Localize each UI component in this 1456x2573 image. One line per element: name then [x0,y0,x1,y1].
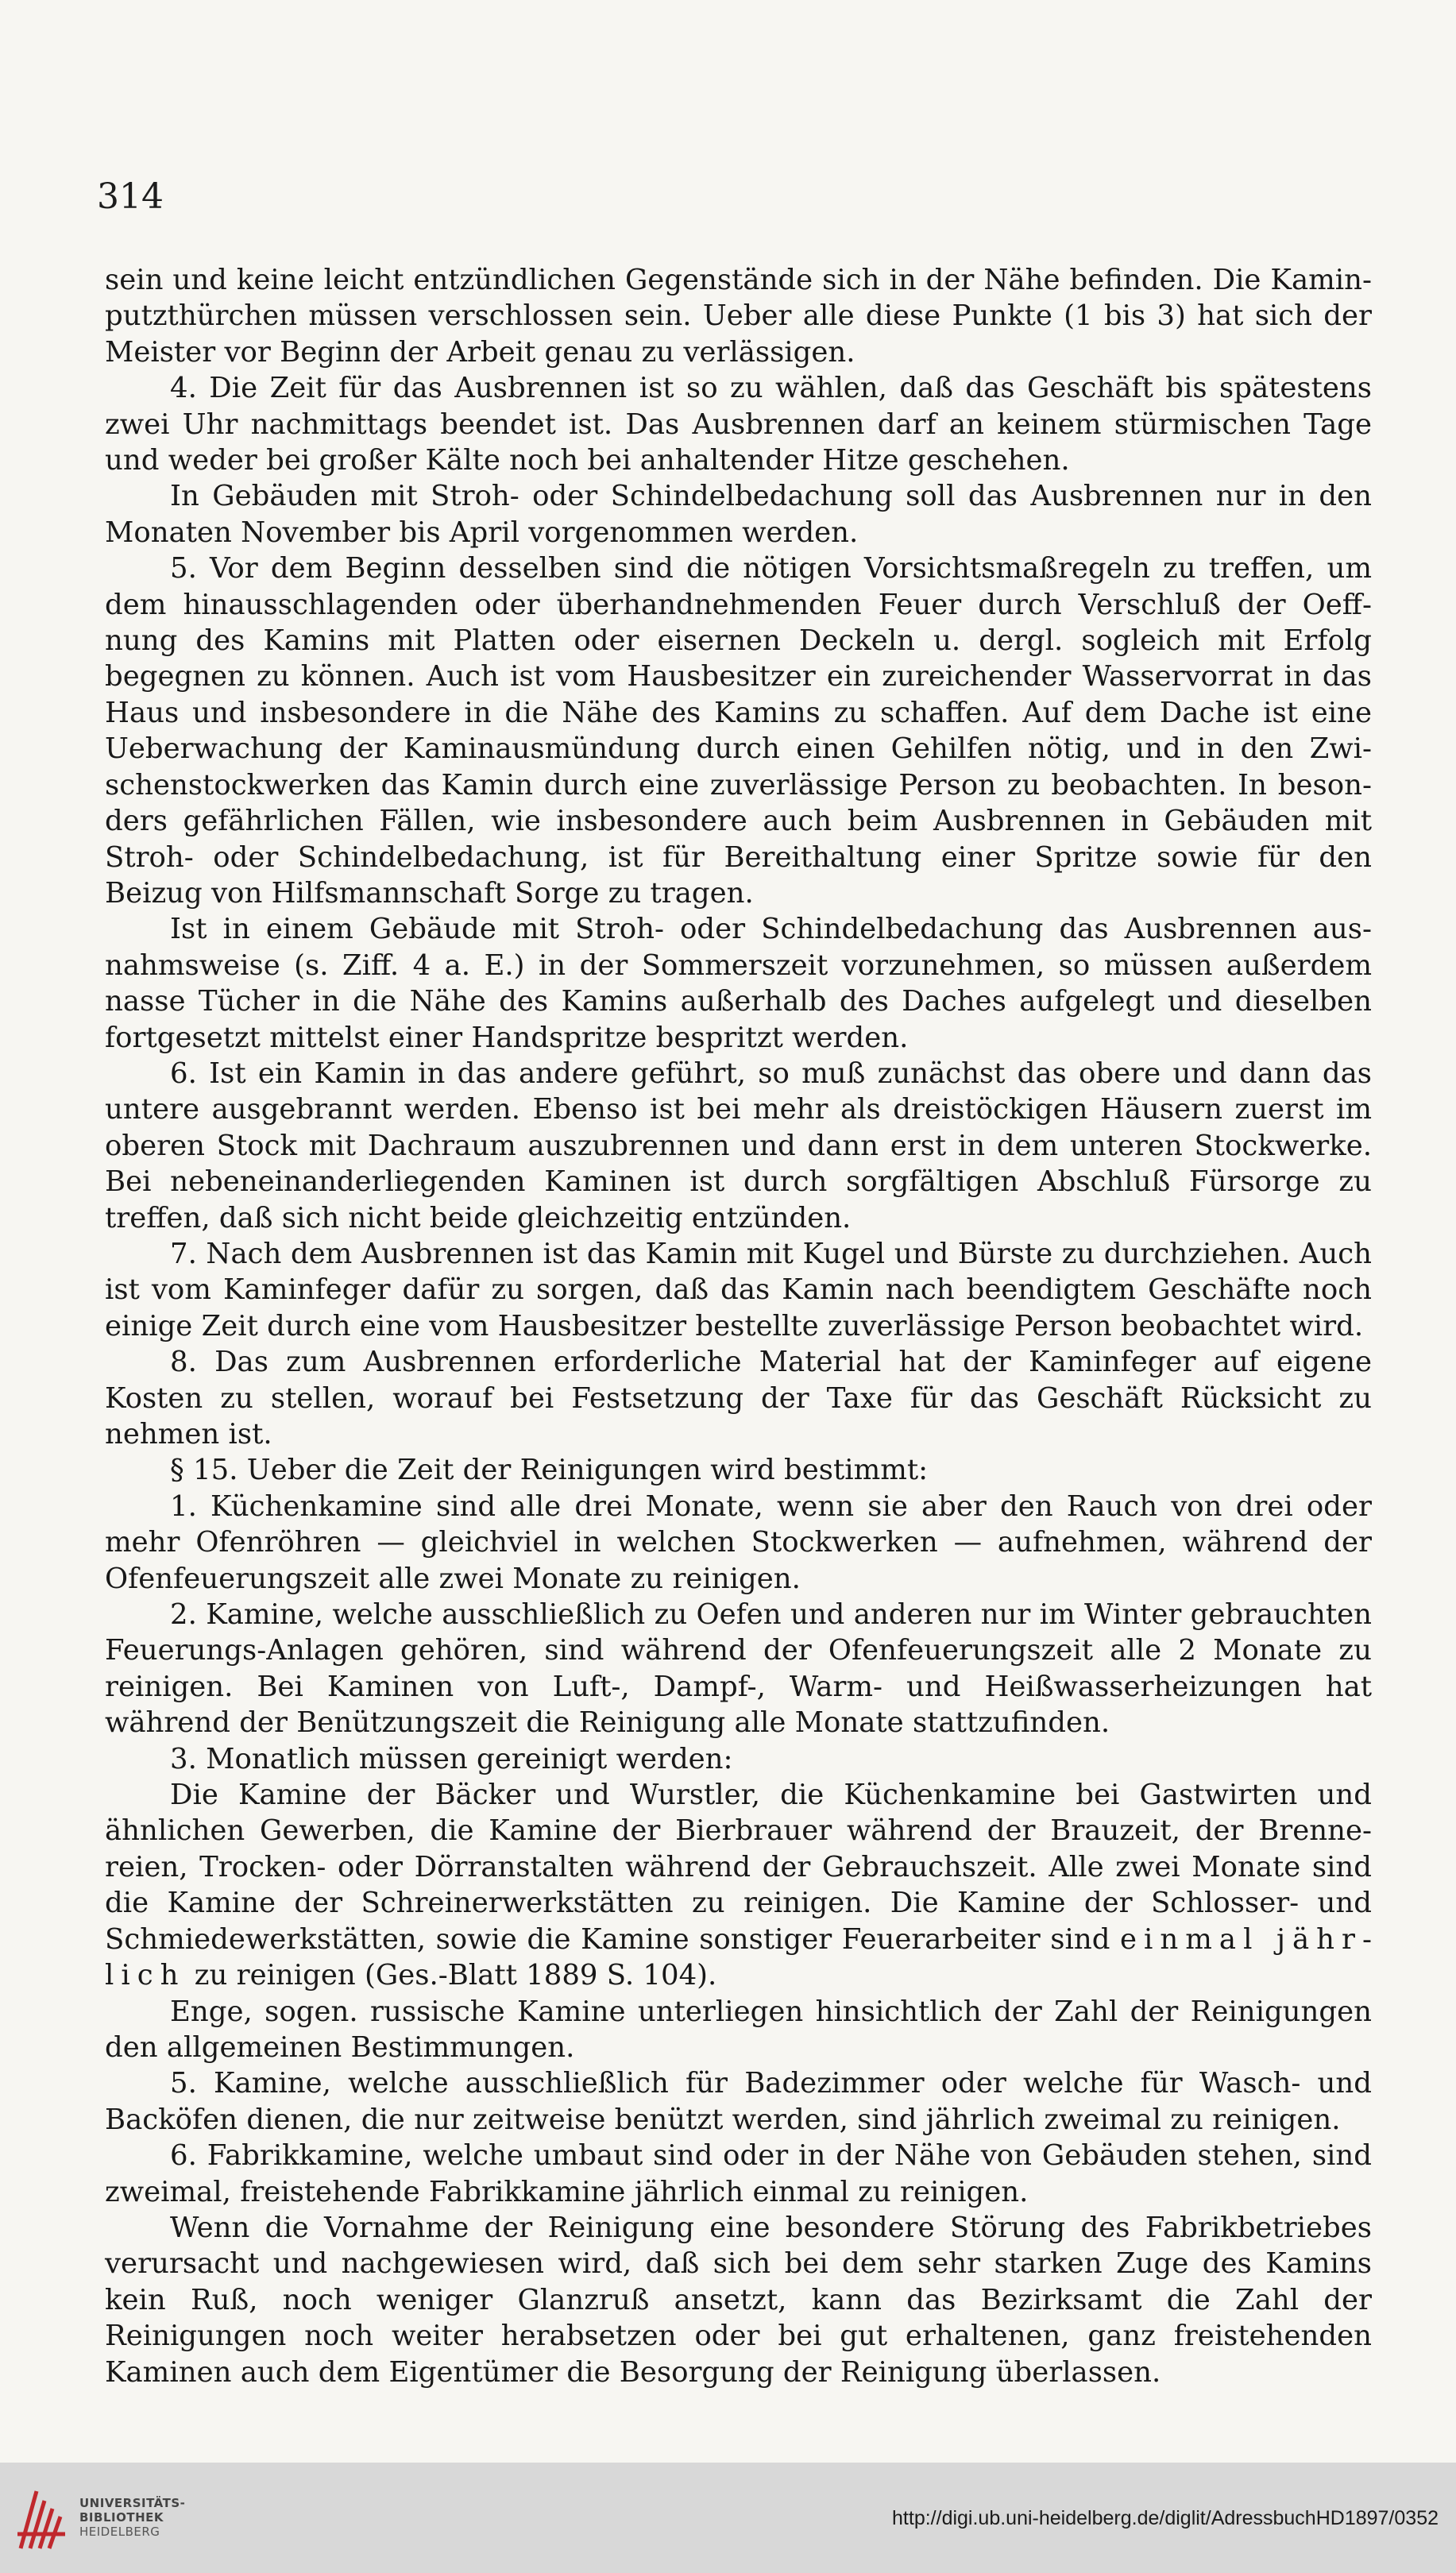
paragraph: 2. Kamine, welche ausschließlich zu Oefen und anderen nur im Winter gebrauchten Feuerungs-Anlagen gehören, sind während der Ofenfeuerungszeit alle 2 Monate zu reinigen. Bei Kaminen von Luft-, Dampf-, Warm- und Heißwasserheizungen hat während der Benützungszeit die Reinigung alle Monate stattzufinden. [105,1598,1372,1740]
paragraph: 6. Fabrikkamine, welche umbaut sind oder in der Nähe von Gebäuden stehen, sind zweimal, freistehende Fabrikkamine jährlich einmal zu reinigen. [105,2139,1372,2208]
source-url-link[interactable]: http://digi.ub.uni-heidelberg.de/diglit/AdressbuchHD1897/0352 [892,2507,1439,2529]
library-line: HEIDELBERG [79,2525,160,2539]
paragraph: 7. Nach dem Ausbrennen ist das Kamin mit Kugel und Bürste zu durchziehen. Auch ist vom Kaminfeger dafür zu sorgen, daß das Kamin nach beendigtem Geschäfte noch einige Zeit durch eine vom Hausbesitzer bestellte zuverlässige Person beobachtet wird. [105,1237,1372,1343]
paragraph: 8. Das zum Ausbrennen erforderliche Material hat der Kaminfeger auf eigene Kosten zu stellen, worauf bei Festsetzung der Taxe für das Geschäft Rücksicht zu nehmen ist. [105,1346,1372,1451]
paragraph: 5. Vor dem Beginn desselben sind die nötigen Vorsichtsmaßregeln zu treffen, um dem hinausschlagenden oder überhandnehmenden Feuer durch Verschluß der Oeffnung des Kamins mit Platten oder eisernen Deckeln u. dergl. sogleich mit Erfolg begegnen zu können. Auch ist vom Hausbesitzer ein zureichender Wasservorrat in das Haus und insbesondere in die Nähe des Kamins zu schaffen. Auf dem Dache ist eine Ueberwachung der Kaminausmündung durch einen Gehilfen nötig, und in den Zwischenstockwerken das Kamin durch eine zuverlässige Person zu beobachten. In besonders gefährlichen Fällen, wie insbesondere auch beim Ausbrennen in Gebäuden mit Stroh- oder Schindelbedachung, ist für Bereithaltung einer Spritze sowie für den Beizug von Hilfsmannschaft Sorge zu tragen. [105,552,1372,910]
library-line: BIBLIOTHEK [79,2510,164,2525]
paragraph: Ist in einem Gebäude mit Stroh- oder Schindelbedachung das Ausbrennen ausnahmsweise (s. Ziff. 4 a. E.) in der Sommerszeit vorzunehmen, so müssen außerdem nasse Tücher in die Nähe des Kamins außerhalb des Daches aufgelegt und dieselben fortgesetzt mittelst einer Handspritze bespritzt werden. [105,913,1372,1054]
paragraph: In Gebäuden mit Stroh- oder Schindelbedachung soll das Ausbrennen nur in den Monaten November bis April vorgenommen werden. [105,480,1372,549]
paragraph: 4. Die Zeit für das Ausbrennen ist so zu wählen, daß das Geschäft bis spätestens zwei Uhr nachmittags beendet ist. Das Ausbrennen darf an keinem stürmischen Tage und weder bei großer Kälte noch bei anhaltender Hitze geschehen. [105,372,1372,477]
section-heading: § 15. Ueber die Zeit der Reinigungen wird bestimmt: [170,1454,929,1487]
paragraph: Wenn die Vornahme der Reinigung eine besondere Störung des Fabrikbetriebes verursacht und nachgewiesen wird, daß sich bei dem sehr starken Zuge des Kamins kein Ruß, noch weniger Glanzruß ansetzt, kann das Bezirksamt die Zahl der Reinigungen noch weiter herabsetzen oder bei gut erhaltenen, ganz freistehenden Kaminen auch dem Eigentümer die Besorgung der Reinigung überlassen. [105,2211,1372,2389]
paragraph: sein und keine leicht entzündlichen Gegenstände sich in der Nähe befinden. Die Kaminputzthürchen müssen verschlossen sein. Ueber alle diese Punkte (1 bis 3) hat sich der Meister vor Beginn der Arbeit genau zu verlässigen. [105,264,1372,369]
paragraph: 5. Kamine, welche ausschließlich für Badezimmer oder welche für Wasch- und Backöfen dienen, die nur zeitweise benützt werden, sind jährlich zweimal zu reinigen. [105,2067,1372,2136]
page-number: 314 [97,176,164,217]
body-text [105,262,1372,2390]
paragraph-main: Die Kamine der Bäcker und Wurstler, die Küchenkamine bei Gastwirten und ähnlichen Gewerben, die Kamine der Bierbrauer während der Brauzeit, der Brennereien, Trocken- oder Dörranstalten während der Gebrauchszeit. Alle zwei Monate sind die Kamine der Schreinerwerkstätten zu reinigen. Die Kamine der Schlosser- und Schmiedewerkstätten, sowie die Kamine sonstiger Feuerarbeiter sind [105,1779,1372,1956]
spaced-emphasis: einmal jährlich [105,1922,1372,1992]
paragraph: Enge, sogen. russische Kamine unterliegen hinsichtlich der Zahl der Reinigungen den allgemeinen Bestimmungen. [105,1995,1372,2064]
library-line: UNIVERSITÄTS- [79,2496,186,2510]
footer-bar [0,2463,1456,2573]
university-logo-icon [14,2485,71,2553]
paragraph [105,1777,1372,1993]
paragraph-tail: zu reinigen (Ges.-Blatt 1889 S. 104). [194,1959,717,1992]
library-name [79,2496,185,2539]
paragraph: 3. Monatlich müssen gereinigt werden: [170,1742,733,1775]
paragraph: 6. Ist ein Kamin in das andere geführt, so muß zunächst das obere und dann das untere ausgebrannt werden. Ebenso ist bei mehr als dreistöckigen Häusern zuerst im oberen Stock mit Dachraum auszubrennen und dann erst in dem unteren Stockwerke. Bei nebeneinanderliegenden Kaminen ist durch sorgfältigen Abschluß Fürsorge zu treffen, daß sich nicht beide gleichzeitig entzünden. [105,1057,1372,1234]
paragraph: 1. Küchenkamine sind alle drei Monate, wenn sie aber den Rauch von drei oder mehr Ofenröhren — gleichviel in welchen Stockwerken — aufnehmen, während der Ofenfeuerungszeit alle zwei Monate zu reinigen. [105,1489,1372,1595]
